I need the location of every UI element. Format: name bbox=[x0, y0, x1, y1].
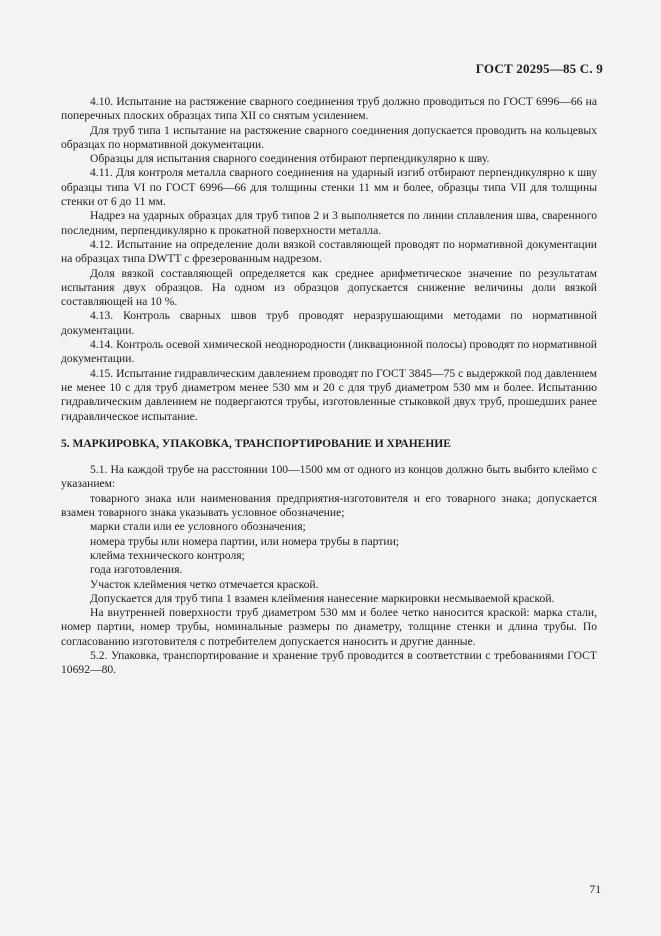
marking-item-steel-grade: марки стали или ее условного обозначения; bbox=[90, 520, 306, 534]
marking-item-inspection-stamp: клейма технического контроля; bbox=[90, 548, 245, 562]
document-body bbox=[61, 95, 597, 678]
paragraph-stamp-area: Участок клеймения четко отмечается краской. bbox=[90, 577, 319, 591]
marking-item-trademark: товарного знака или наименования предприятия-изготовителя и его товарного знака; допускается взамен товарного знака указывать условное обозначение; bbox=[61, 491, 597, 520]
paragraph-4-10-type1: Для труб типа 1 испытание на растяжение сварного соединения допускается проводить на кольцевых образцах по нормативной документации. bbox=[61, 123, 597, 151]
page-number: 71 bbox=[589, 883, 601, 896]
paragraph-paint-marking: Допускается для труб типа 1 взамен клеймения нанесение маркировки несмываемой краской. bbox=[90, 591, 555, 605]
page-header: ГОСТ 20295—85 С. 9 bbox=[475, 61, 603, 76]
paragraph-inner-surface: На внутренней поверхности труб диаметром 530 мм и более четко наносится краской: марка стали, номер партии, номер трубы, номинальные размеры по диаметру, толщине стенки и длина трубы. По согласованию изготовителя с потребителем допускается наносить и другие данные. bbox=[61, 606, 597, 648]
marking-item-pipe-number: номера трубы или номера партии, или номера трубы в партии; bbox=[90, 534, 399, 548]
paragraph-5-2: 5.2. Упаковка, транспортирование и хранение труб проводится в соответствии с требованиями ГОСТ 10692—80. bbox=[61, 648, 597, 677]
paragraph-4-14: 4.14. Контроль осевой химической неоднородности (ликвационной полосы) проводят по нормативной документации. bbox=[61, 338, 597, 366]
marking-item-year: года изготовления. bbox=[90, 563, 183, 577]
paragraph-4-11-notch: Надрез на ударных образцах для труб типов 2 и 3 выполняется по линии сплавления шва, сваренного последним, перпендикулярно к прокатной поверхности металла. bbox=[61, 209, 597, 237]
paragraph-4-12-share: Доля вязкой составляющей определяется как среднее арифметическое значение по результатам испытания двух образцов. На одном из образцов допускается снижение величины доли вязкой составляющей на 10 %. bbox=[61, 266, 597, 309]
paragraph-4-10-samples: Образцы для испытания сварного соединения отбирают перпендикулярно к шву. bbox=[90, 152, 490, 166]
paragraph-4-15: 4.15. Испытание гидравлическим давлением проводят по ГОСТ 3845—75 с выдержкой под давлением не менее 10 с для труб диаметром менее 530 мм и 20 с для труб диаметром 530 мм и более. Испытанию гидравлическим давлением не подвергаются трубы, изготовленные стыковкой двух труб, прошедших ранее гидравлическое испытание. bbox=[61, 366, 597, 423]
paragraph-4-13: 4.13. Контроль сварных швов труб проводят неразрушающими методами по нормативной документации. bbox=[61, 309, 597, 337]
paragraph-4-11: 4.11. Для контроля металла сварного соединения на ударный изгиб отбирают перпендикулярно к шву образцы типа VI по ГОСТ 6996—66 для толщины стенки 11 мм и более, образцы типа VII для толщины стенки от 6 до 11 мм. bbox=[61, 166, 597, 209]
paragraph-4-12: 4.12. Испытание на определение доли вязкой составляющей проводят по нормативной документации на образцах типа DWTT с фрезерованным надрезом. bbox=[61, 237, 597, 266]
paragraph-5-1: 5.1. На каждой трубе на расстоянии 100—1500 мм от одного из концов должно быть выбито клеймо с указанием: bbox=[61, 463, 597, 491]
section-heading: 5. МАРКИРОВКА, УПАКОВКА, ТРАНСПОРТИРОВАНИЕ И ХРАНЕНИЕ bbox=[61, 437, 451, 450]
paragraph-4-10: 4.10. Испытание на растяжение сварного соединения труб должно проводиться по ГОСТ 6996—66 на поперечных плоских образцах типа XII со снятым усилением. bbox=[61, 95, 597, 123]
